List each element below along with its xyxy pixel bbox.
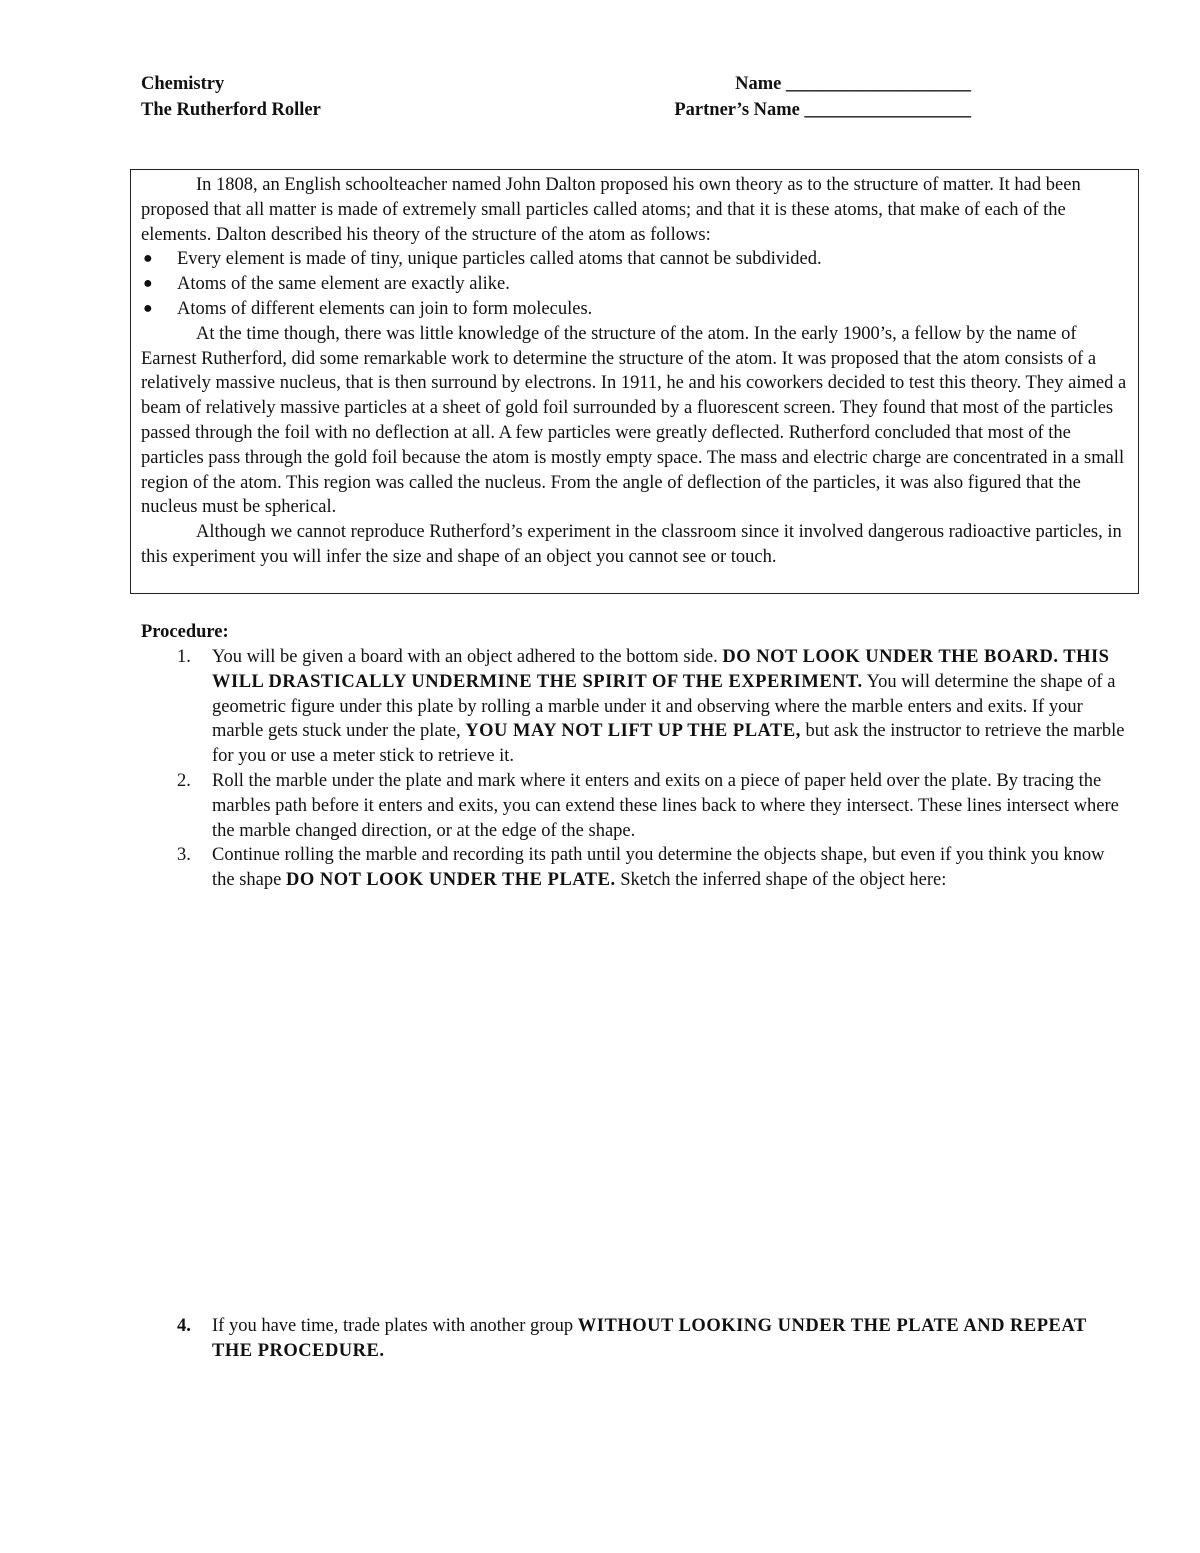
procedure-step-1: 1. You will be given a board with an object adhered to the bottom side. DO NOT LOOK UNDER THE BOARD. THIS WILL DRASTICALLY UNDERMINE THE SPIRIT OF THE EXPERIMENT. You will determine the shape of a geometric figure under this plate by rolling a marble under it and observing where the marble enters and exits. If your marble gets stuck under the plate, YOU MAY NOT LIFT UP THE PLATE, but ask the instructor to retrieve the marble for you or use a meter stick to retrieve it. [177, 647, 1125, 767]
header-row-2 [141, 97, 971, 123]
name-field[interactable]: Name ____________________ [735, 74, 971, 94]
worksheet-header [141, 71, 971, 123]
warning-text: DO NOT LOOK UNDER THE BOARD. THIS WILL DRASTICALLY UNDERMINE THE SPIRIT OF THE EXPERIMENT. [212, 647, 1110, 692]
step-number: 2. [177, 770, 191, 791]
procedure-step-4: 4. If you have time, trade plates with another group WITHOUT LOOKING UNDER THE PLATE AND REPEAT THE PROCEDURE. [177, 1316, 1087, 1361]
warning-text: DO NOT LOOK UNDER THE PLATE. [285, 870, 616, 891]
procedure-steps [141, 645, 1131, 893]
bullet-icon: ● [143, 299, 153, 317]
list-item: ● Atoms of the same element are exactly alike. [141, 272, 1128, 297]
header-row-1 [141, 71, 971, 97]
list-item: ● Atoms of different elements can join to form molecules. [141, 297, 1128, 322]
list-item: ● Every element is made of tiny, unique particles called atoms that cannot be subdivided. [141, 247, 1128, 272]
partner-name-field[interactable]: Partner’s Name __________________ [674, 100, 971, 120]
intro-paragraph-3: Although we cannot reproduce Rutherford’s experiment in the classroom since it involved dangerous radioactive particles, in this experiment you will infer the size and shape of an object you cannot see or touch. [141, 522, 1122, 567]
warning-text: WITHOUT LOOKING UNDER THE PLATE AND REPEAT THE PROCEDURE. [212, 1316, 1087, 1361]
bullet-icon: ● [143, 275, 153, 293]
procedure-steps-continued [141, 1314, 1131, 1364]
step-number: 1. [177, 647, 191, 667]
step-number: 4. [177, 1316, 191, 1336]
intro-paragraph-1: In 1808, an English schoolteacher named John Dalton proposed his own theory as to the structure of matter. It had been proposed that all matter is made of extremely small particles called atoms; and that it is these atoms, that make of each of the elements. Dalton described his theory of the structure of the atom as follows: [141, 175, 1081, 245]
sketch-area-end [141, 1314, 1131, 1364]
warning-text: YOU MAY NOT LIFT UP THE PLATE, [465, 721, 801, 742]
intro-paragraph-2: At the time though, there was little knowledge of the structure of the atom. In the early 1900’s, a fellow by the name of Earnest Rutherford, did some remarkable work to determine the structure of the atom. It was proposed that the atom consists of a relatively massive nucleus, that is then surround by electrons. In 1911, he and his coworkers decided to test this theory. They aimed a beam of relatively massive particles at a sheet of gold foil surrounded by a fluorescent screen. They found that most of the particles passed through the foil with no deflection at all. A few particles were greatly deflected. Rutherford concluded that most of the particles pass through the gold foil because the atom is mostly empty space. The mass and electric charge are concentrated in a small region of the atom. This region was called the nucleus. From the angle of deflection of the particles, it was also figured that the nucleus must be spherical. [141, 323, 1127, 518]
bullet-icon: ● [143, 250, 153, 268]
intro-text-box [130, 169, 1139, 594]
step-number: 3. [177, 845, 191, 866]
procedure-step-2: 2. Roll the marble under the plate and mark where it enters and exits on a piece of paper held over the plate. By tracing the marbles path before it enters and exits, you can extend these lines back to where they intersect. These lines intersect where the marble changed direction, or at the edge of the shape. [177, 770, 1119, 841]
course-name: Chemistry [141, 74, 225, 94]
procedure-heading: Procedure: [141, 622, 229, 642]
dalton-theory-list [141, 247, 1128, 321]
worksheet-title: The Rutherford Roller [141, 100, 321, 120]
procedure-step-3: 3. Continue rolling the marble and recording its path until you determine the objects shape, but even if you think you know the shape DO NOT LOOK UNDER THE PLATE. Sketch the inferred shape of the object here: [177, 845, 1105, 891]
procedure-section [141, 619, 1131, 893]
